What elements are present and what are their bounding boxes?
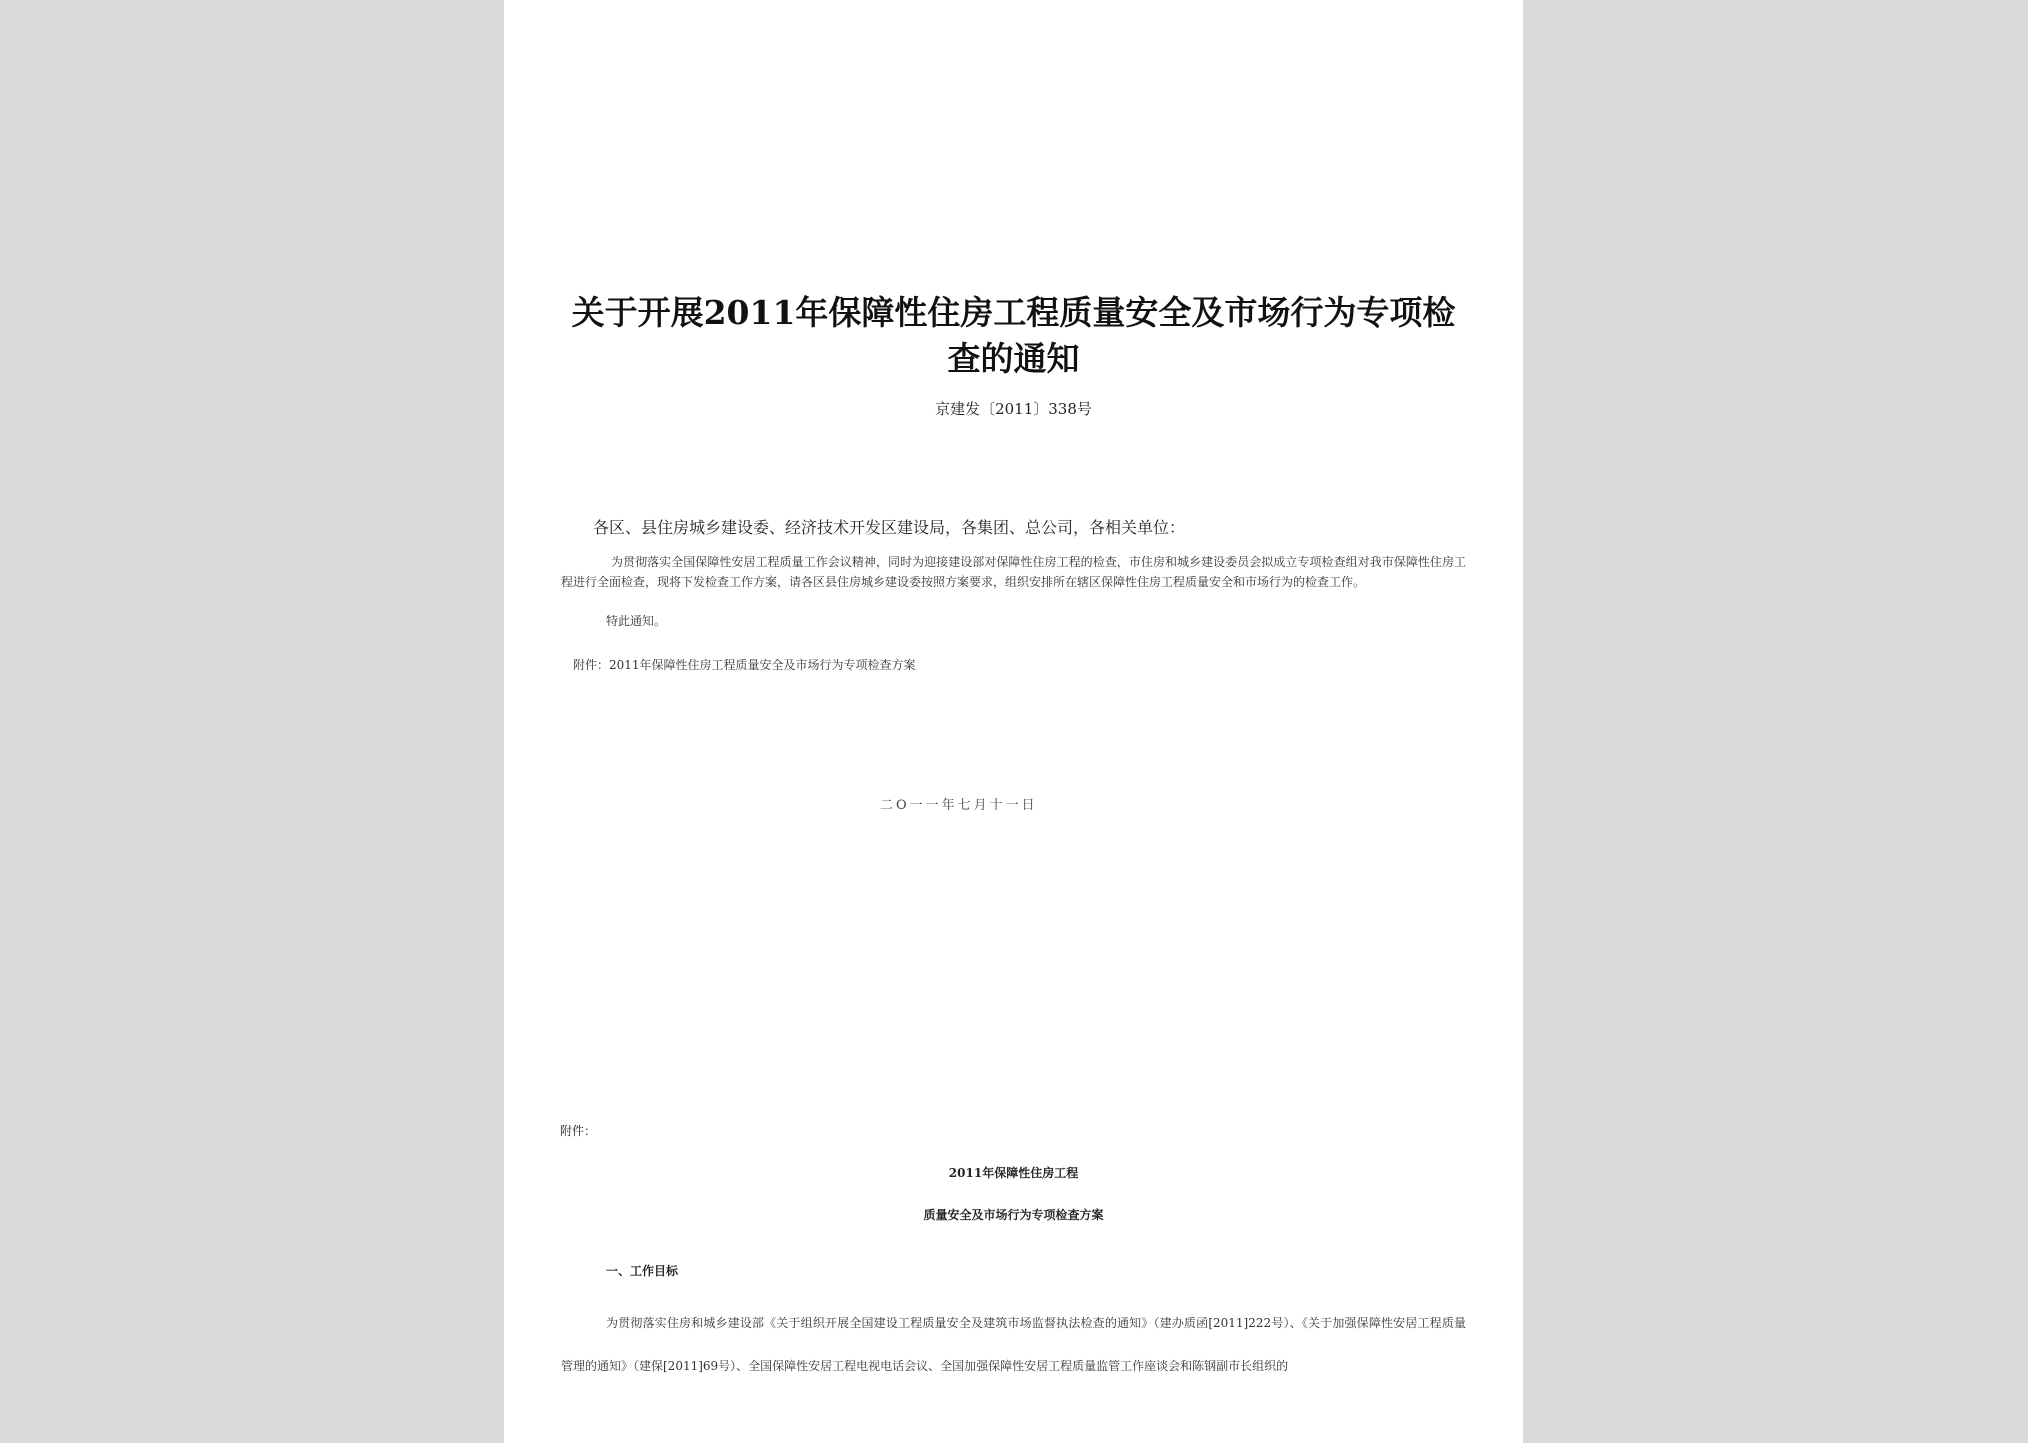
addressee-line: 各区、县住房城乡建设委、经济技术开发区建设局，各集团、总公司，各相关单位： <box>593 518 1186 537</box>
attachment-reference: 附件：2011年保障性住房工程质量安全及市场行为专项检查方案 <box>573 658 916 672</box>
body-paragraph: 为贯彻落实全国保障性安居工程质量工作会议精神，同时为迎接建设部对保障性住房工程的检查，市住房和城乡建设委员会拟成立专项检查组对我市保障性住房工程进行全面检查，现将下发检查工作方案，请各区县住房城乡建设委按照方案要求，组织安排所在辖区保障性住房工程质量安全和市场行为的检查工作。 <box>561 555 1466 589</box>
document-number: 京建发〔2011〕338号 <box>935 400 1092 418</box>
attachment-label: 附件： <box>560 1124 597 1138</box>
document-title: 关于开展2011年保障性住房工程质量安全及市场行为专项检查的通知 <box>571 293 1456 378</box>
attachment-title-line1: 2011年保障性住房工程 <box>948 1166 1079 1180</box>
attachment-paragraph: 为贯彻落实住房和城乡建设部《关于组织开展全国建设工程质量安全及建筑市场监督执法检查的通知》（建办质函[2011]222号）、《关于加强保障性安居工程质量管理的通知》（建保[2011]69号）、全国保障性安居工程电视电话会议、全国加强保障性安居工程质量监管工作座谈会和陈钢副市长组织的 <box>561 1316 1466 1373</box>
issue-date: 二O一一年七月十一日 <box>880 798 1038 813</box>
special-notice: 特此通知。 <box>606 614 667 628</box>
document-page <box>504 0 1523 1443</box>
attachment-title-line2: 质量安全及市场行为专项检查方案 <box>923 1208 1104 1222</box>
section-heading-goals: 一、工作目标 <box>606 1264 679 1278</box>
